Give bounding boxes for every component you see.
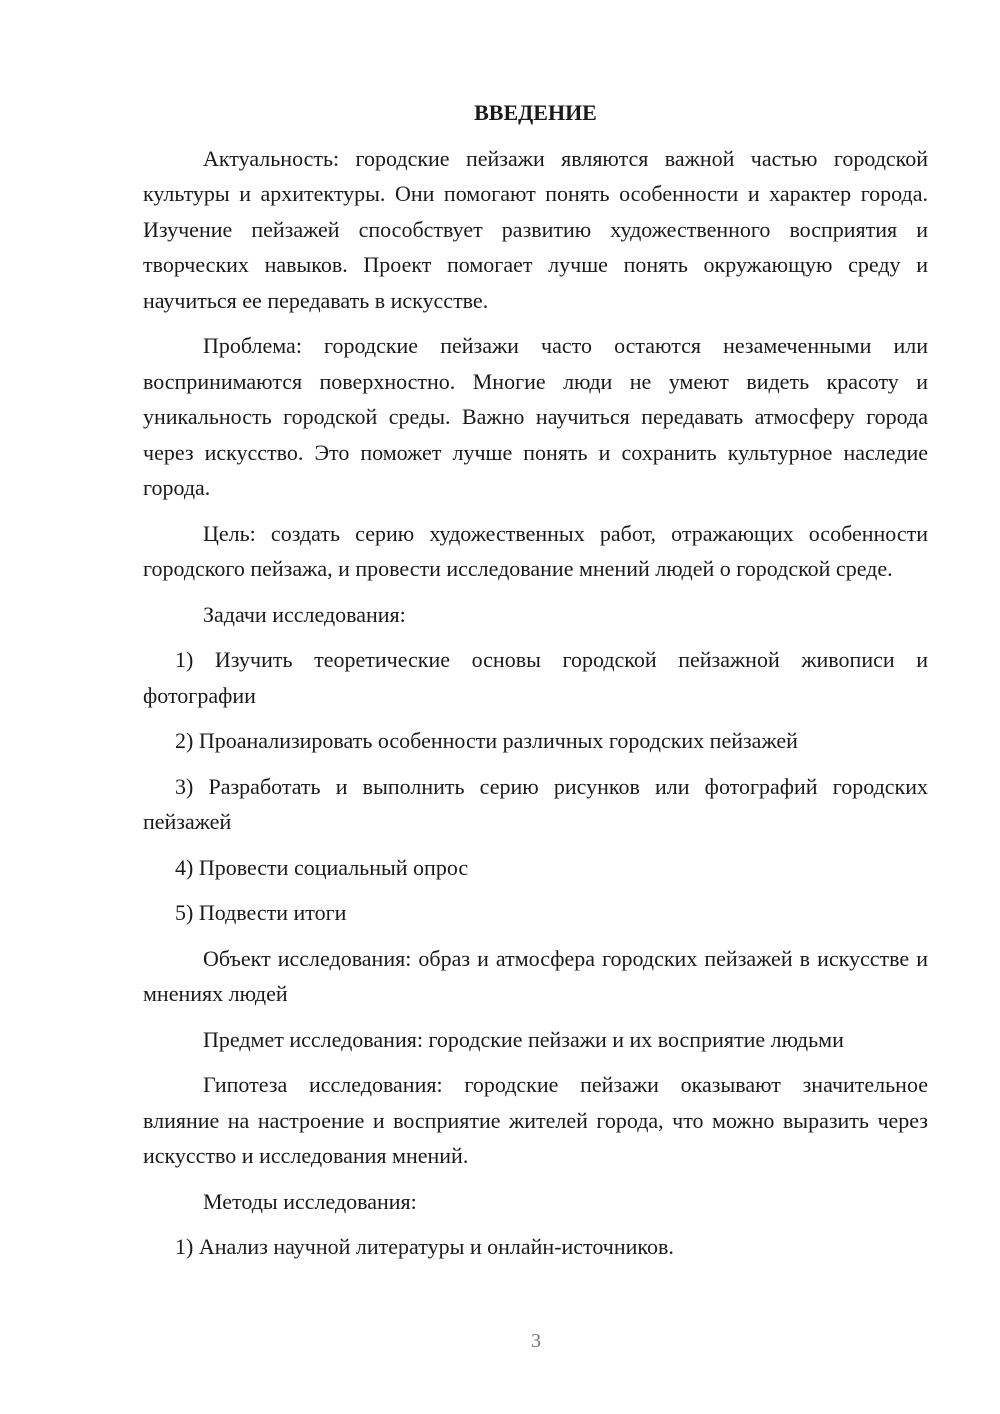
problem-paragraph: Проблема: городские пейзажи часто остаются незамеченными или воспринимаются поверхностно. Многие люди не умеют видеть красоту и уникальность городской среды. Важно научиться передавать атмосферу города через искусство. Это поможет лучше понять и сохранить культурное наследие города. bbox=[143, 333, 928, 500]
hypothesis-paragraph: Гипотеза исследования: городские пейзажи оказывают значительное влияние на настроение и восприятие жителей города, что можно выразить через искусство и исследования мнений. bbox=[143, 1072, 928, 1168]
subject-paragraph: Предмет исследования: городские пейзажи и их восприятие людьми bbox=[203, 1026, 844, 1052]
page-title: ВВЕДЕНИЕ bbox=[474, 100, 597, 125]
goal-paragraph: Цель: создать серию художественных работ, отражающих особенности городского пейзажа, и провести исследование мнений людей о городской среде. bbox=[143, 520, 928, 581]
task-item: 2) Проанализировать особенности различных городских пейзажей bbox=[175, 728, 798, 753]
page-number: 3 bbox=[531, 1330, 541, 1352]
task-item: 3) Разработать и выполнить серию рисунков или фотографий городских пейзажей bbox=[143, 773, 928, 834]
object-paragraph: Объект исследования: образ и атмосфера городских пейзажей в искусстве и мнениях людей bbox=[143, 945, 928, 1006]
document-page bbox=[143, 95, 928, 1275]
task-item: 1) Изучить теоретические основы городской пейзажной живописи и фотографии bbox=[143, 647, 928, 708]
task-item: 4) Провести социальный опрос bbox=[175, 854, 469, 880]
tasks-heading: Задачи исследования: bbox=[203, 601, 406, 627]
task-item: 5) Подвести итоги bbox=[175, 900, 347, 925]
method-item: 1) Анализ научной литературы и онлайн-источников. bbox=[175, 1234, 674, 1259]
relevance-paragraph: Актуальность: городские пейзажи являются важной частью городской культуры и архитектуры. Они помогают понять особенности и характер города. Изучение пейзажей способствует развитию художественного восприятия и творческих навыков. Проект помогает лучше понять окружающую среду и научиться ее передавать в искусстве. bbox=[143, 145, 928, 313]
methods-heading: Методы исследования: bbox=[203, 1188, 417, 1214]
